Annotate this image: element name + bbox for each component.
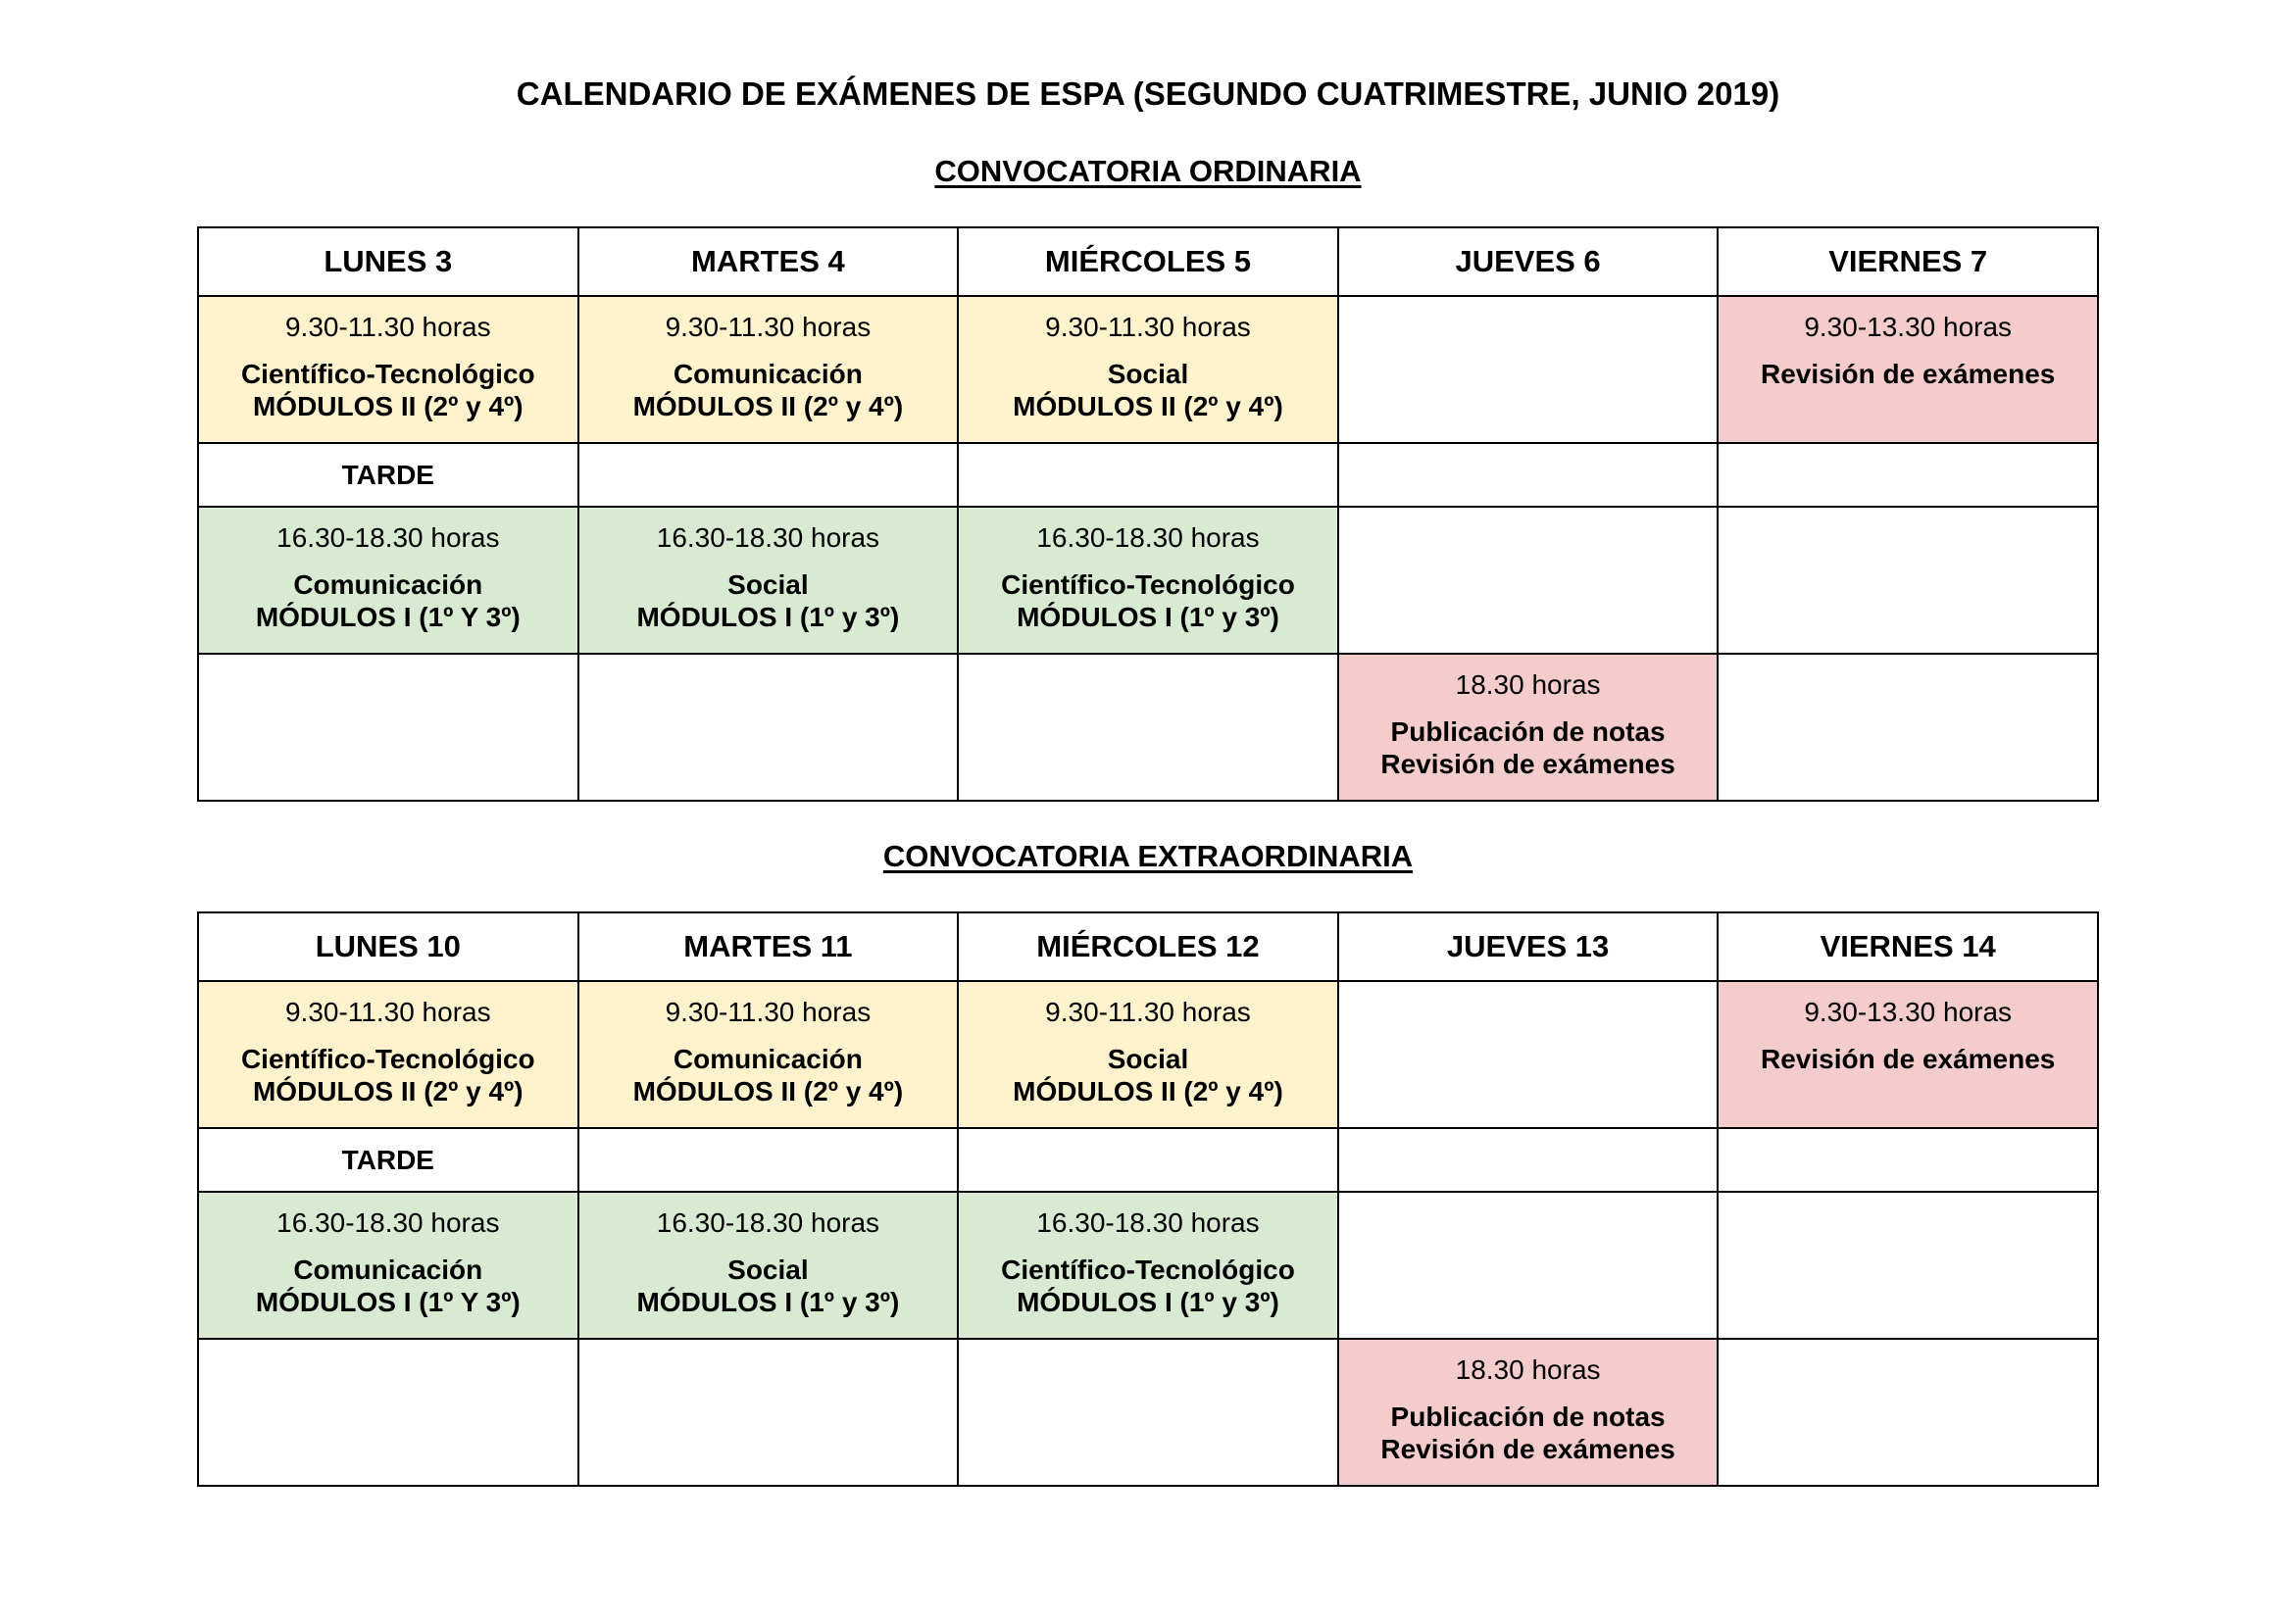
- exam-subject: Comunicación: [673, 359, 863, 389]
- exam-time: 9.30-11.30 horas: [1045, 312, 1251, 342]
- exam-time: 9.30-11.30 horas: [665, 312, 872, 342]
- exam-time: 18.30 horas: [1455, 1354, 1601, 1385]
- exam-subject: Revisión de exámenes: [1761, 1044, 2056, 1074]
- exam-table-ordinaria: [197, 226, 2099, 802]
- empty-cell: [1338, 507, 1719, 654]
- exam-module: MÓDULOS II (2º y 4º): [252, 1076, 524, 1107]
- exam-time: 16.30-18.30 horas: [276, 1207, 500, 1238]
- exam-time: 16.30-18.30 horas: [656, 522, 880, 553]
- tarde-row: [198, 443, 2098, 507]
- exam-time: 16.30-18.30 horas: [276, 522, 500, 553]
- empty-cell: [1718, 1128, 2098, 1192]
- morning-row: [198, 981, 2098, 1128]
- empty-cell: [578, 654, 959, 801]
- exam-module: MÓDULOS II (2º y 4º): [1013, 391, 1283, 421]
- exam-module: MÓDULOS II (2º y 4º): [632, 391, 904, 421]
- day-header: LUNES 10: [198, 912, 578, 981]
- review-cell: [1718, 296, 2098, 443]
- empty-cell: [1338, 1128, 1719, 1192]
- exam-time: 9.30-13.30 horas: [1804, 997, 2013, 1027]
- exam-time: 16.30-18.30 horas: [1036, 1207, 1260, 1238]
- exam-time: 18.30 horas: [1455, 669, 1601, 700]
- section-title-extraordinaria-text: CONVOCATORIA EXTRAORDINARIA: [882, 839, 1414, 873]
- exam-cell: [198, 1192, 578, 1339]
- exam-cell: [198, 507, 578, 654]
- section-title-extraordinaria: [0, 838, 2296, 875]
- exam-review: Revisión de exámenes: [1380, 749, 1675, 779]
- exam-module: MÓDULOS I (1º y 3º): [636, 1287, 900, 1317]
- exam-module: MÓDULOS II (2º y 4º): [252, 391, 524, 421]
- table-header-row: [198, 227, 2098, 296]
- tarde-row: [198, 1128, 2098, 1192]
- day-header: MARTES 4: [578, 227, 959, 296]
- grades-publication: Publicación de notas: [1390, 716, 1666, 747]
- empty-cell: [1338, 443, 1719, 507]
- afternoon-row: [198, 1192, 2098, 1339]
- exam-subject: Científico-Tecnológico: [240, 1044, 535, 1074]
- morning-row: [198, 296, 2098, 443]
- empty-cell: [958, 654, 1338, 801]
- exam-time: 9.30-11.30 horas: [665, 997, 872, 1027]
- day-header: MARTES 11: [578, 912, 959, 981]
- section-title-ordinaria-text: CONVOCATORIA ORDINARIA: [934, 154, 1362, 188]
- day-header: MIÉRCOLES 5: [958, 227, 1338, 296]
- exam-cell: [578, 507, 959, 654]
- empty-cell: [1718, 1192, 2098, 1339]
- exam-subject: Revisión de exámenes: [1761, 359, 2056, 389]
- exam-time: 9.30-13.30 horas: [1804, 312, 2013, 342]
- exam-time: 9.30-11.30 horas: [1045, 997, 1251, 1027]
- exam-table-extraordinaria: [197, 911, 2099, 1487]
- empty-cell: [1338, 296, 1719, 443]
- grades-publication: Publicación de notas: [1390, 1402, 1666, 1432]
- exam-cell: [958, 507, 1338, 654]
- exam-module: MÓDULOS II (2º y 4º): [632, 1076, 904, 1107]
- exam-cell: [198, 296, 578, 443]
- empty-cell: [198, 1339, 578, 1486]
- empty-cell: [1718, 1339, 2098, 1486]
- empty-cell: [1338, 981, 1719, 1128]
- exam-time: 9.30-11.30 horas: [284, 997, 491, 1027]
- exam-subject: Comunicación: [293, 1254, 483, 1285]
- empty-cell: [958, 1128, 1338, 1192]
- exam-subject: Social: [1107, 359, 1189, 389]
- empty-cell: [958, 1339, 1338, 1486]
- exam-subject: Comunicación: [293, 569, 483, 600]
- table-header-row: [198, 912, 2098, 981]
- exam-subject: Científico-Tecnológico: [1001, 1254, 1295, 1285]
- exam-module: MÓDULOS I (1º y 3º): [1017, 1287, 1279, 1317]
- empty-cell: [578, 1339, 959, 1486]
- exam-module: MÓDULOS I (1º Y 3º): [255, 1287, 521, 1317]
- exam-module: MÓDULOS I (1º Y 3º): [255, 602, 521, 632]
- exam-cell: [958, 296, 1338, 443]
- afternoon-row: [198, 507, 2098, 654]
- day-header: JUEVES 6: [1338, 227, 1719, 296]
- exam-subject: Científico-Tecnológico: [240, 359, 535, 389]
- day-header: JUEVES 13: [1338, 912, 1719, 981]
- empty-cell: [958, 443, 1338, 507]
- empty-cell: [198, 654, 578, 801]
- exam-time: 16.30-18.30 horas: [656, 1207, 880, 1238]
- exam-cell: [578, 1192, 959, 1339]
- exam-subject: Científico-Tecnológico: [1001, 569, 1295, 600]
- exam-subject: Comunicación: [673, 1044, 863, 1074]
- exam-cell: [198, 981, 578, 1128]
- evening-row: [198, 654, 2098, 801]
- page-title: CALENDARIO DE EXÁMENES DE ESPA (SEGUNDO CUATRIMESTRE, JUNIO 2019): [516, 75, 1780, 112]
- evening-row: [198, 1339, 2098, 1486]
- exam-review: Revisión de exámenes: [1380, 1434, 1675, 1464]
- exam-subject: Social: [1107, 1044, 1189, 1074]
- empty-cell: [1718, 443, 2098, 507]
- exam-time: 16.30-18.30 horas: [1036, 522, 1260, 553]
- exam-subject: Social: [727, 569, 809, 600]
- exam-cell: [578, 296, 959, 443]
- exam-module: MÓDULOS I (1º y 3º): [1017, 602, 1279, 632]
- review-cell: [1718, 981, 2098, 1128]
- day-header: VIERNES 14: [1718, 912, 2098, 981]
- empty-cell: [578, 1128, 959, 1192]
- exam-cell: [958, 981, 1338, 1128]
- tarde-label: TARDE: [198, 443, 578, 507]
- day-header: VIERNES 7: [1718, 227, 2098, 296]
- tarde-label: TARDE: [198, 1128, 578, 1192]
- empty-cell: [1338, 1192, 1719, 1339]
- empty-cell: [578, 443, 959, 507]
- exam-cell: [578, 981, 959, 1128]
- empty-cell: [1718, 507, 2098, 654]
- empty-cell: [1718, 654, 2098, 801]
- section-title-ordinaria: [0, 153, 2296, 190]
- grades-cell: [1338, 1339, 1719, 1486]
- exam-module: MÓDULOS II (2º y 4º): [1013, 1076, 1283, 1107]
- day-header: LUNES 3: [198, 227, 578, 296]
- exam-time: 9.30-11.30 horas: [284, 312, 491, 342]
- exam-module: MÓDULOS I (1º y 3º): [636, 602, 900, 632]
- grades-cell: [1338, 654, 1719, 801]
- exam-subject: Social: [727, 1254, 809, 1285]
- exam-cell: [958, 1192, 1338, 1339]
- day-header: MIÉRCOLES 12: [958, 912, 1338, 981]
